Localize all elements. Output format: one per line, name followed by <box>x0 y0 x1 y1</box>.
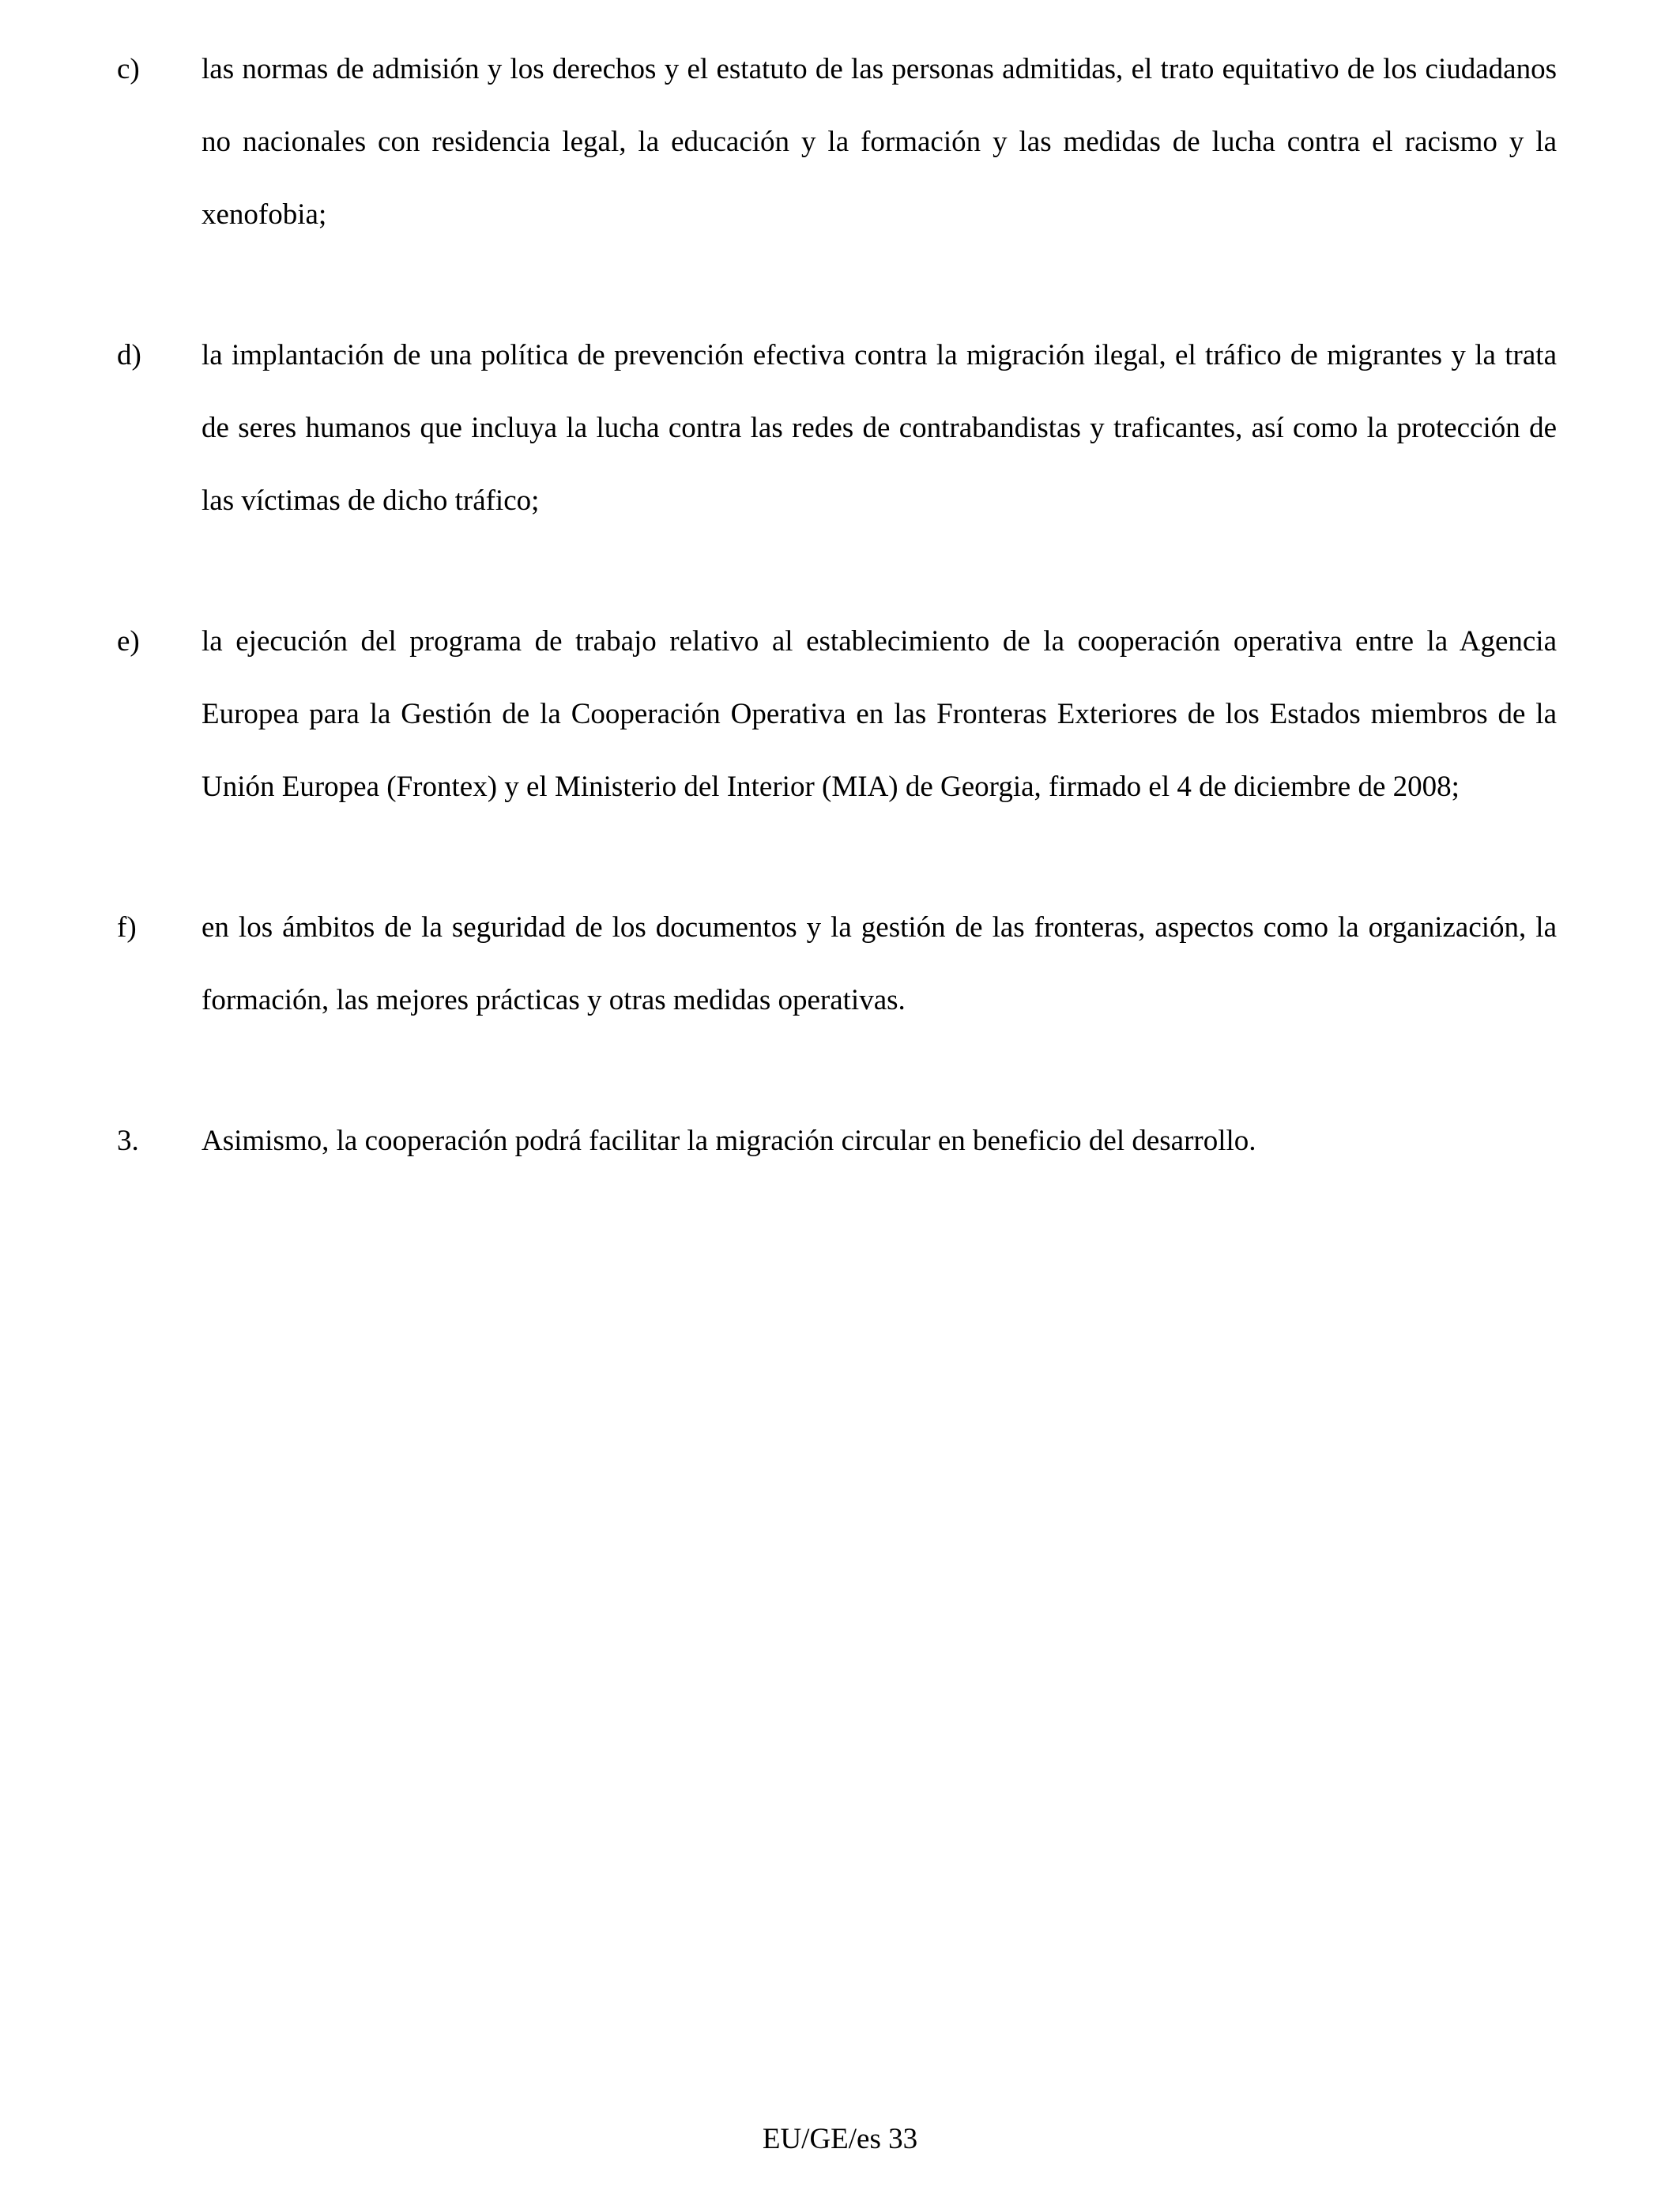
item-text: la implantación de una política de prevención efectiva contra la migración ilegal, el tráfico de migrantes y la trata de seres humanos que incluya la lucha contra las redes de contrabandistas y traficantes, así como la protección de las víctimas de dicho tráfico; <box>202 339 1557 517</box>
item-label: d) <box>117 339 141 371</box>
list-item <box>117 319 1557 537</box>
list-item <box>117 605 1557 824</box>
list-item <box>117 1105 1557 1178</box>
item-text: la ejecución del programa de trabajo relativo al establecimiento de la cooperación operativa entre la Agencia Europea para la Gestión de la Cooperación Operativa en las Fronteras Exteriores de los Estados miembros de la Unión Europea (Frontex) y el Ministerio del Interior (MIA) de Georgia, firmado el 4 de diciembre de 2008; <box>202 625 1557 803</box>
item-label: f) <box>117 911 137 944</box>
list-item <box>117 892 1557 1037</box>
item-label: 3. <box>117 1125 139 1157</box>
item-text: en los ámbitos de la seguridad de los documentos y la gestión de las fronteras, aspectos como la organización, la formación, las mejores prácticas y otras medidas operativas. <box>202 911 1557 1016</box>
item-text: Asimismo, la cooperación podrá facilitar la migración circular en beneficio del desarrollo. <box>202 1125 1256 1157</box>
list-item <box>117 33 1557 251</box>
item-label: e) <box>117 625 140 658</box>
item-label: c) <box>117 53 140 85</box>
page-footer: EU/GE/es 33 <box>762 2123 918 2155</box>
item-text: las normas de admisión y los derechos y el estatuto de las personas admitidas, el trato equitativo de los ciudadanos no nacionales con residencia legal, la educación y la formación y las medidas de lucha contra el racismo y la xenofobia; <box>202 53 1557 231</box>
